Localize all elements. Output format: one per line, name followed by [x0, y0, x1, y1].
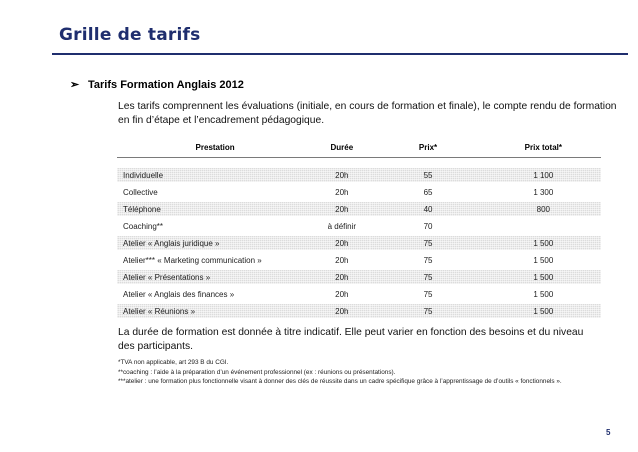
column-header-prix: Prix* [370, 140, 485, 158]
cell-duree: 20h [313, 168, 370, 182]
table-row [117, 168, 601, 182]
table-row [117, 287, 601, 301]
cell-duree: 20h [313, 304, 370, 318]
cell-prix: 75 [370, 304, 485, 318]
table-row [117, 219, 601, 233]
page-title: Grille de tarifs [59, 25, 201, 45]
cell-prestation: Individuelle [117, 168, 313, 182]
arrow-bullet-icon: ➢ [70, 79, 80, 91]
cell-prestation: Téléphone [117, 202, 313, 216]
table-row [117, 270, 601, 284]
cell-prix-total: 1 100 [486, 168, 601, 182]
cell-prix: 75 [423, 255, 433, 265]
table-row [117, 253, 601, 267]
cell-prix-total: 1 500 [533, 289, 554, 299]
cell-prix-total: 1 500 [533, 255, 554, 265]
cell-prix-total: 1 500 [486, 236, 601, 250]
duration-note: La durée de formation est donnée à titre indicatif. Elle peut varier en fonction des besoins et du niveau des participants. [118, 327, 584, 352]
table-row [117, 185, 601, 199]
cell-prestation: Atelier « Présentations » [117, 270, 313, 284]
cell-prix: 75 [423, 289, 433, 299]
cell-prix: 75 [370, 236, 485, 250]
cell-prestation: Atelier « Réunions » [117, 304, 313, 318]
cell-prix-total: 1 300 [533, 187, 554, 197]
footnote-atelier: ***atelier : une formation plus fonctionnelle visant à donner des clés de réussite dans un cadre spécifique grâce à l’apprentissage de d’outils « fonctionnels ». [118, 378, 562, 385]
cell-duree: à définir [327, 221, 357, 231]
price-table [117, 137, 601, 321]
cell-duree: 20h [335, 187, 349, 197]
table-row [117, 236, 601, 250]
cell-duree: 20h [313, 236, 370, 250]
cell-prix-total: 800 [486, 202, 601, 216]
cell-prestation: Collective [123, 187, 158, 197]
cell-prix-total: 1 500 [486, 304, 601, 318]
cell-prix: 55 [370, 168, 485, 182]
cell-duree: 20h [335, 255, 349, 265]
section-heading [70, 79, 244, 91]
section-heading-text: Tarifs Formation Anglais 2012 [88, 79, 244, 91]
cell-prix: 65 [423, 187, 433, 197]
title-underline [52, 53, 628, 55]
column-header-prestation: Prestation [117, 140, 313, 158]
cell-prix-total [486, 219, 601, 233]
page-number: 5 [606, 428, 611, 437]
column-header-prix-total: Prix total* [486, 140, 601, 158]
cell-prestation: Coaching** [123, 221, 164, 231]
footnotes [118, 358, 562, 387]
cell-prix-total: 1 500 [486, 270, 601, 284]
cell-prestation: Atelier*** « Marketing communication » [123, 255, 262, 265]
cell-duree: 20h [335, 289, 349, 299]
table-row [117, 202, 601, 216]
footnote-coaching: **coaching : l’aide à la préparation d’un événement professionnel (ex : réunions ou présentations). [118, 368, 396, 376]
intro-paragraph: Les tarifs comprennent les évaluations (initiale, en cours de formation et finale), le compte rendu de formation en fin d’étape et l’encadrement pédagogique. [118, 101, 617, 126]
cell-prix: 40 [370, 202, 485, 216]
footnote-tva: *TVA non applicable, art 293 B du CGI. [118, 359, 229, 366]
cell-prix: 70 [423, 221, 433, 231]
cell-prestation: Atelier « Anglais des finances » [123, 289, 235, 299]
column-header-duree: Durée [313, 140, 370, 158]
cell-duree: 20h [313, 202, 370, 216]
table-header-row [117, 140, 601, 158]
table-row [117, 304, 601, 318]
cell-prestation: Atelier « Anglais juridique » [117, 236, 313, 250]
cell-prix: 75 [370, 270, 485, 284]
cell-duree: 20h [313, 270, 370, 284]
